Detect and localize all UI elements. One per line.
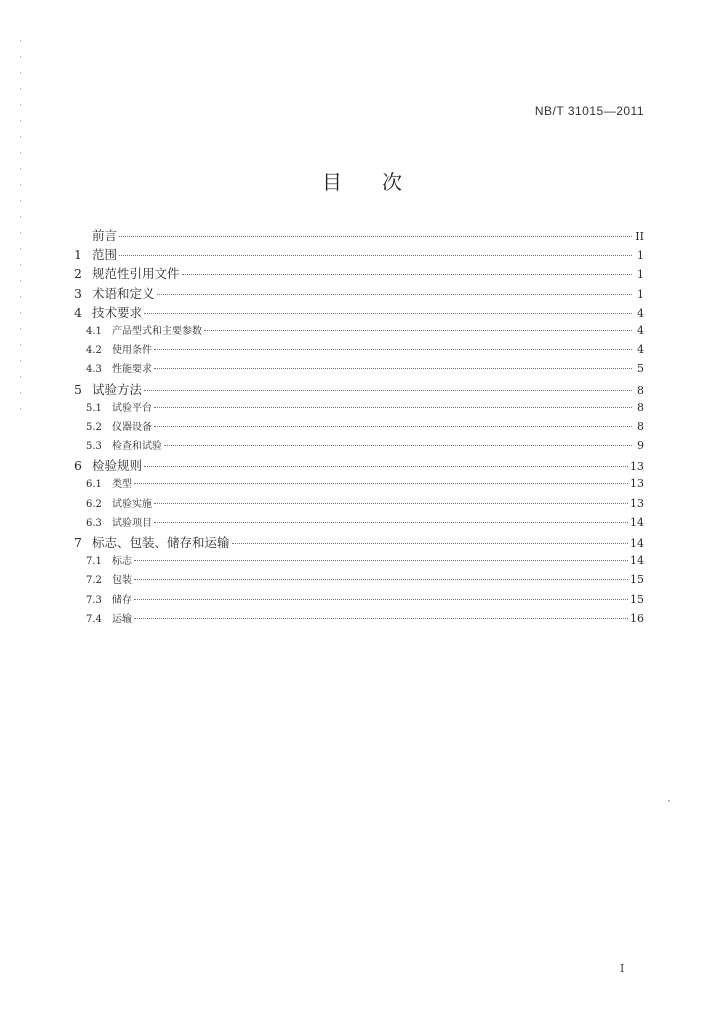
toc-entry-page: 14	[630, 537, 644, 550]
toc-entry-page: 14	[630, 515, 644, 529]
toc-entry[interactable]	[74, 533, 644, 552]
scan-edge-marks	[20, 40, 22, 424]
toc-entry[interactable]	[74, 591, 644, 610]
toc-entry[interactable]	[74, 552, 644, 571]
toc-entry-page: 4	[637, 323, 644, 337]
toc-entry-page: II	[635, 230, 644, 243]
toc-leader-dots	[134, 483, 628, 484]
toc-entry-label: 试验实施	[112, 498, 152, 510]
toc-entry-label: 仪器设备	[112, 421, 152, 433]
toc-entry-page: 9	[637, 439, 644, 453]
toc-entry[interactable]	[74, 418, 644, 437]
toc-leader-dots	[157, 294, 632, 295]
toc-entry-page: 8	[637, 400, 644, 414]
toc-entry-label: 储存	[112, 594, 132, 606]
toc-entry-label: 运输	[112, 613, 132, 625]
toc-entry-page: 1	[637, 268, 644, 282]
toc-entry-label: 标志	[112, 556, 132, 568]
toc-entry[interactable]	[74, 303, 644, 322]
toc-entry[interactable]	[74, 226, 644, 245]
toc-entry-number: 1	[74, 247, 82, 263]
toc-entry-number: 6.3	[86, 517, 102, 529]
toc-entry-label: 范围	[92, 247, 118, 263]
toc-entry-label: 技术要求	[92, 304, 143, 320]
toc-entry[interactable]	[74, 341, 644, 360]
toc-entry-label: 试验项目	[112, 517, 152, 529]
toc-leader-dots	[119, 236, 632, 237]
toc-title	[0, 166, 724, 195]
toc-entry-label: 规范性引用文件	[92, 266, 180, 282]
standard-code: NB/T 31015—2011	[534, 104, 644, 118]
scan-speck	[668, 800, 670, 802]
page-number: I	[620, 962, 625, 975]
toc-entry-page: 4	[637, 343, 644, 357]
toc-leader-dots	[134, 599, 628, 600]
toc-entry-number: 5.1	[86, 402, 102, 414]
toc-entry-number: 5.3	[86, 441, 102, 453]
toc-entry-label: 检验规则	[92, 458, 143, 474]
toc-entry-number: 7.2	[86, 575, 102, 587]
toc-leader-dots	[134, 560, 628, 561]
toc-entry-label: 产品型式和主要参数	[112, 325, 202, 337]
toc-entry[interactable]	[74, 264, 644, 283]
toc-leader-dots	[164, 445, 632, 446]
toc-entry[interactable]	[74, 380, 644, 399]
toc-entry-number: 7	[74, 535, 82, 550]
toc-entry-label: 包装	[112, 575, 132, 587]
toc-leader-dots	[154, 368, 632, 369]
toc-entry[interactable]	[74, 284, 644, 303]
toc-entry-number: 5	[74, 381, 82, 397]
toc-entry-label: 术语和定义	[92, 285, 155, 301]
toc-leader-dots	[119, 255, 632, 256]
toc-entry-label: 试验平台	[112, 402, 152, 414]
toc-entry-number: 4.2	[86, 345, 102, 357]
toc-entry[interactable]	[74, 514, 644, 533]
toc-entry-number: 7.1	[86, 556, 102, 568]
toc-leader-dots	[134, 618, 628, 619]
toc-leader-dots	[154, 407, 632, 408]
toc-entry-label: 标志、包装、储存和运输	[92, 535, 230, 550]
toc-entry-page: 16	[630, 611, 644, 625]
toc-title-char-1: 目	[322, 170, 342, 194]
toc-entry-number: 4.3	[86, 364, 102, 376]
toc-entry-number: 5.2	[86, 421, 102, 433]
toc-entry-number: 6	[74, 458, 82, 474]
toc-entry-page: 8	[637, 383, 644, 397]
toc-entry-number: 7.3	[86, 594, 102, 606]
toc-leader-dots	[154, 426, 632, 427]
toc-leader-dots	[232, 543, 628, 544]
toc-entry-page: 8	[637, 419, 644, 433]
toc-entry[interactable]	[74, 610, 644, 629]
toc-entry-number: 6.2	[86, 498, 102, 510]
table-of-contents	[74, 226, 644, 629]
toc-leader-dots	[154, 503, 628, 504]
toc-entry-label: 检查和试验	[112, 441, 162, 453]
toc-entry[interactable]	[74, 495, 644, 514]
toc-entry[interactable]	[74, 360, 644, 379]
toc-entry-page: 13	[630, 477, 644, 491]
toc-entry[interactable]	[74, 437, 644, 456]
toc-entry[interactable]	[74, 322, 644, 341]
toc-entry-number: 4.1	[86, 325, 102, 337]
toc-leader-dots	[204, 330, 632, 331]
toc-entry-page: 1	[637, 287, 644, 301]
toc-entry-number: 4	[74, 304, 82, 320]
toc-entry[interactable]	[74, 475, 644, 494]
toc-entry-label: 使用条件	[112, 345, 152, 357]
toc-leader-dots	[154, 522, 628, 523]
toc-entry-page: 13	[630, 460, 644, 474]
toc-entry-page: 13	[630, 496, 644, 510]
toc-leader-dots	[144, 466, 628, 467]
toc-entry-page: 15	[630, 592, 644, 606]
toc-entry[interactable]	[74, 456, 644, 475]
toc-entry-page: 4	[637, 306, 644, 320]
toc-leader-dots	[144, 390, 632, 391]
toc-entry-label: 前言	[92, 228, 118, 243]
toc-entry-label: 类型	[112, 479, 132, 491]
toc-entry-number: 6.1	[86, 479, 102, 491]
toc-entry-page: 15	[630, 573, 644, 587]
toc-entry[interactable]	[74, 571, 644, 590]
toc-entry-page: 1	[637, 249, 644, 263]
toc-entry-page: 5	[637, 362, 644, 376]
toc-leader-dots	[182, 274, 632, 275]
toc-entry-number: 7.4	[86, 613, 102, 625]
toc-entry-label: 性能要求	[112, 364, 152, 376]
toc-entry-label: 试验方法	[92, 381, 143, 397]
toc-entry[interactable]	[74, 245, 644, 264]
toc-leader-dots	[154, 349, 632, 350]
toc-entry-page: 14	[630, 554, 644, 568]
toc-leader-dots	[134, 579, 628, 580]
toc-title-char-2: 次	[382, 170, 402, 194]
toc-entry-number: 3	[74, 285, 82, 301]
toc-entry[interactable]	[74, 399, 644, 418]
toc-leader-dots	[144, 313, 632, 314]
toc-entry-number: 2	[74, 266, 82, 282]
